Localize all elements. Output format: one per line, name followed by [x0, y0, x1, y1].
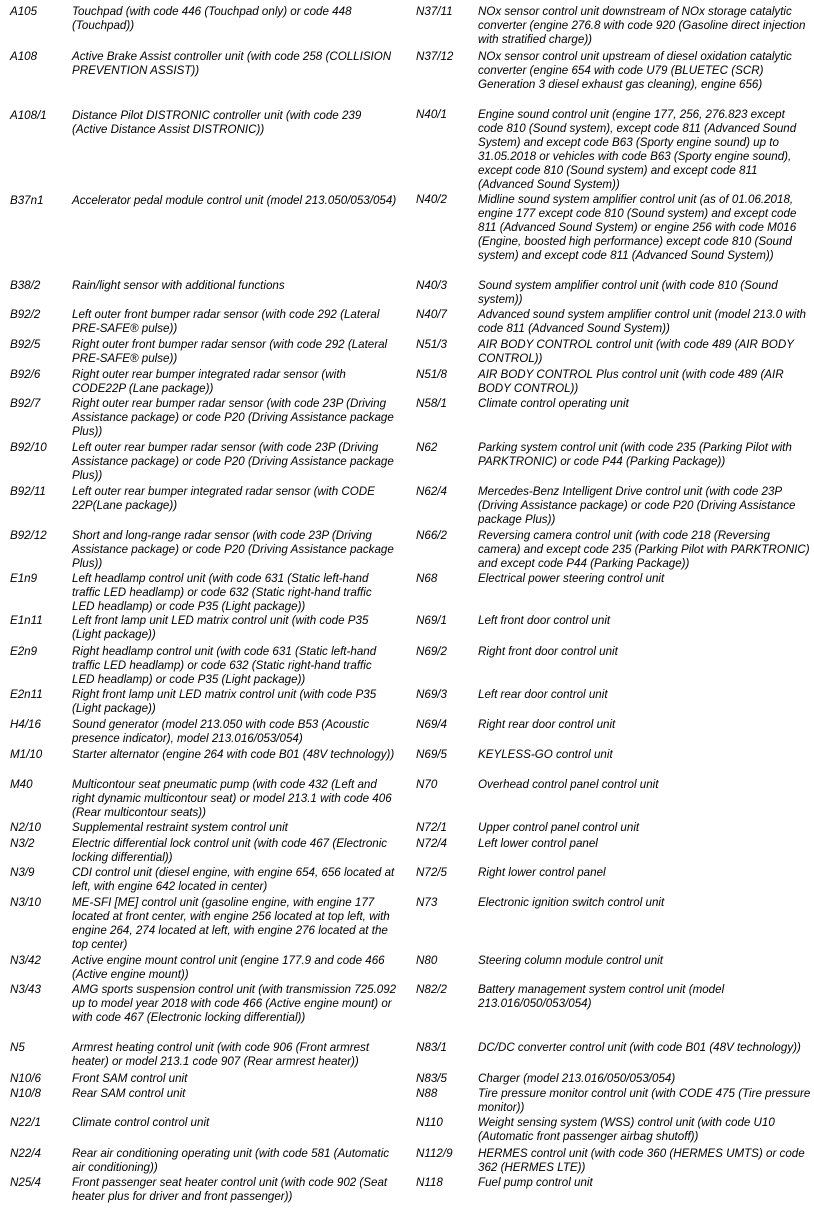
component-code: N37/11 — [416, 5, 453, 18]
component-code: N37/12 — [416, 50, 454, 63]
component-description: Rear air conditioning operating unit (with code 581 (Automatic air conditioning)) — [72, 1147, 390, 1174]
component-code: A108 — [10, 50, 38, 63]
component-code: N22/1 — [10, 1116, 41, 1129]
component-description: Tire pressure monitor control unit (with CODE 475 (Tire pressure monitor)) — [478, 1087, 811, 1114]
component-description: Left lower control panel — [478, 837, 598, 850]
component-description: Left headlamp control unit (with code 631 (Static left-hand traffic LED headlamp) or code 632 (Static right-hand traffic LED headlamp) or code P35 (Light package)) — [72, 572, 372, 613]
component-code: N62/4 — [416, 485, 447, 498]
component-description: Left outer rear bumper integrated radar sensor (with CODE 22P(Lane package)) — [72, 485, 375, 512]
component-description: Electric differential lock control unit (with code 467 (Electronic locking differential)) — [72, 837, 388, 864]
component-description: Front SAM control unit — [72, 1072, 188, 1085]
component-description: Active engine mount control unit (engine 177.9 and code 466 (Active engine mount)) — [72, 954, 385, 981]
component-code: N3/43 — [10, 983, 41, 996]
component-code: B92/5 — [10, 338, 41, 351]
component-code: N72/5 — [416, 866, 447, 879]
component-description: Active Brake Assist controller unit (with code 258 (COLLISION PREVENTION ASSIST)) — [72, 50, 392, 77]
component-description: Rain/light sensor with additional functions — [72, 279, 285, 292]
component-code: B92/6 — [10, 368, 41, 381]
component-code: N70 — [416, 778, 438, 791]
component-code: N69/1 — [416, 614, 447, 627]
component-code: N40/2 — [416, 193, 447, 206]
component-code: N40/1 — [416, 108, 447, 121]
component-description: AIR BODY CONTROL control unit (with code 489 (AIR BODY CONTROL)) — [478, 338, 794, 365]
component-code: A105 — [10, 5, 38, 18]
component-code: B92/2 — [10, 308, 41, 321]
component-description: NOx sensor control unit upstream of diesel oxidation catalytic converter (engine 654 with code U79 (BLUETEC (SCR) Generation 3 diesel exhaust gas cleaning), engine 656) — [478, 50, 792, 91]
component-description: Multicontour seat pneumatic pump (with code 432 (Left and right dynamic multicontour seat) or model 213.1 with code 406 (Rear multicontour seats)) — [72, 778, 392, 819]
component-description: Left front lamp unit LED matrix control unit (with code P35 (Light package)) — [72, 614, 369, 641]
component-description: Short and long-range radar sensor (with code 23P (Driving Assistance package) or code P20 (Driving Assistance package Plus)) — [72, 529, 394, 570]
component-code: N3/9 — [10, 866, 35, 879]
component-description: Distance Pilot DISTRONIC controller unit (with code 239 (Active Distance Assist DISTRONIC)) — [72, 109, 362, 136]
component-code: N110 — [416, 1116, 443, 1129]
component-description: HERMES control unit (with code 360 (HERMES UMTS) or code 362 (HERMES LTE)) — [478, 1147, 805, 1174]
component-description: Supplemental restraint system control unit — [72, 821, 288, 834]
component-description: AIR BODY CONTROL Plus control unit (with code 489 (AIR BODY CONTROL)) — [478, 368, 784, 395]
component-code: N22/4 — [10, 1147, 41, 1160]
component-description: Touchpad (with code 446 (Touchpad only) or code 448 (Touchpad)) — [72, 5, 352, 32]
component-code: N83/1 — [416, 1041, 447, 1054]
component-description: CDI control unit (diesel engine, with engine 654, 656 located at left, with engine 642 located in center) — [72, 866, 395, 893]
component-code: B38/2 — [10, 279, 41, 292]
component-description: Left outer front bumper radar sensor (with code 292 (Lateral PRE-SAFE® pulse)) — [72, 308, 380, 335]
component-description: Sound generator (model 213.050 with code B53 (Acoustic presence indicator), model 213.016/053/054) — [72, 718, 370, 745]
component-description: Right outer rear bumper radar sensor (with code 23P (Driving Assistance package) or code P20 (Driving Assistance package Plus)) — [72, 397, 394, 438]
component-description: NOx sensor control unit downstream of NOx storage catalytic converter (engine 276.8 with code 920 (Gasoline direct injection with stratified charge)) — [478, 5, 806, 46]
component-code: M1/10 — [10, 748, 43, 761]
component-code: N69/2 — [416, 645, 447, 658]
component-code: N2/10 — [10, 821, 41, 834]
component-description: AMG sports suspension control unit (with transmission 725.092 up to model year 2018 with code 466 (Active engine mount) or with code 467 (Electronic locking differential)) — [72, 983, 397, 1024]
component-description: Fuel pump control unit — [478, 1176, 593, 1189]
component-description: Advanced sound system amplifier control unit (model 213.0 with code 811 (Advanced Sound System)) — [478, 308, 807, 335]
component-description: Right rear door control unit — [478, 718, 616, 731]
component-description: Engine sound control unit (engine 177, 256, 276.823 except code 810 (Sound system), except code 811 (Advanced Sound System) and except code B63 (Sporty engine sound) up to 31.05.2018 or vehicles with code B63 (Sporty engine sound), except code 810 (Sound system) and except code 811 (Advanced Sound System)) — [478, 108, 797, 191]
component-description: Overhead control panel control unit — [478, 778, 659, 791]
component-description: Accelerator pedal module control unit (model 213.050/053/054) — [72, 194, 397, 207]
component-code: N58/1 — [416, 397, 447, 410]
component-code: B92/10 — [10, 441, 47, 454]
component-code: N82/2 — [416, 983, 447, 996]
component-description: Right front door control unit — [478, 645, 618, 658]
component-description: Sound system amplifier control unit (with code 810 (Sound system)) — [478, 279, 778, 306]
component-code: B92/11 — [10, 485, 46, 498]
component-code: N72/1 — [416, 821, 447, 834]
component-description: Rear SAM control unit — [72, 1087, 186, 1100]
component-code: N40/7 — [416, 308, 447, 321]
component-description: Mercedes-Benz Intelligent Drive control unit (with code 23P (Driving Assistance package) or code P20 (Driving Assistance package Plus)) — [478, 485, 796, 526]
component-description: Midline sound system amplifier control unit (as of 01.06.2018, engine 177 except code 810 (Sound system) and except code 811 (Advanced Sound System) or engine 256 with code M016 (Engine, boosted high performance) except code 810 (Sound system) and except code 811 (Advanced Sound System)) — [478, 193, 797, 262]
component-code: N25/4 — [10, 1176, 41, 1189]
component-description: Parking system control unit (with code 235 (Parking Pilot with PARKTRONIC) or code P44 (Parking Package)) — [478, 441, 792, 468]
component-code: H4/16 — [10, 718, 41, 731]
component-description: KEYLESS-GO control unit — [478, 748, 613, 761]
component-code: N10/8 — [10, 1087, 41, 1100]
component-description: Right headlamp control unit (with code 631 (Static left-hand traffic LED headlamp) or code 632 (Static right-hand traffic LED headlamp) or code P35 (Light package)) — [72, 645, 377, 686]
component-description: Climate control operating unit — [478, 397, 629, 410]
component-description: Battery management system control unit (model 213.016/050/053/054) — [478, 983, 725, 1010]
component-description: Upper control panel control unit — [478, 821, 640, 834]
component-description: Right outer rear bumper integrated radar sensor (with CODE22P (Lane package)) — [72, 368, 346, 395]
component-code: E2n9 — [10, 645, 38, 658]
component-description: Left rear door control unit — [478, 688, 608, 701]
component-code: N69/5 — [416, 748, 447, 761]
component-code: N3/42 — [10, 954, 41, 967]
component-code: M40 — [10, 778, 33, 791]
component-code: N62 — [416, 441, 438, 454]
component-code: B37n1 — [10, 194, 44, 207]
component-description: Steering column module control unit — [478, 954, 663, 967]
component-code: N69/3 — [416, 688, 447, 701]
component-code: N112/9 — [416, 1147, 453, 1160]
component-description: Right outer front bumper radar sensor (with code 292 (Lateral PRE-SAFE® pulse)) — [72, 338, 388, 365]
component-description: Right front lamp unit LED matrix control unit (with code P35 (Light package)) — [72, 688, 377, 715]
component-code: N51/8 — [416, 368, 447, 381]
component-code: N83/5 — [416, 1072, 447, 1085]
component-description: Electronic ignition switch control unit — [478, 896, 665, 909]
component-description: Left outer rear bumper radar sensor (with code 23P (Driving Assistance package) or code P20 (Driving Assistance package Plus)) — [72, 441, 394, 482]
component-code: B92/7 — [10, 397, 41, 410]
component-code: N51/3 — [416, 338, 447, 351]
component-code: A108/1 — [10, 109, 47, 122]
component-description: Weight sensing system (WSS) control unit (with code U10 (Automatic front passenger airbag shutoff)) — [478, 1116, 775, 1143]
component-description: Climate control control unit — [72, 1116, 210, 1129]
component-code: N5 — [10, 1041, 25, 1054]
component-description: DC/DC converter control unit (with code B01 (48V technology)) — [478, 1041, 801, 1054]
component-code: N68 — [416, 572, 438, 585]
component-code: N10/6 — [10, 1072, 41, 1085]
component-code: B92/12 — [10, 529, 47, 542]
component-description: Charger (model 213.016/050/053/054) — [478, 1072, 676, 1085]
component-description: Electrical power steering control unit — [478, 572, 665, 585]
component-description: Right lower control panel — [478, 866, 606, 879]
component-code: N118 — [416, 1176, 443, 1189]
component-code: E2n11 — [10, 688, 43, 701]
component-code: N40/3 — [416, 279, 447, 292]
component-code: N80 — [416, 954, 438, 967]
component-description: ME-SFI [ME] control unit (gasoline engine, with engine 177 located at front center, with engine 256 located at top left, with engine 264, 274 located at left, with engine 276 located at the top center) — [72, 896, 390, 951]
component-code: E1n9 — [10, 572, 38, 585]
component-description: Starter alternator (engine 264 with code B01 (48V technology)) — [72, 748, 395, 761]
component-code: N3/10 — [10, 896, 41, 909]
component-description: Armrest heating control unit (with code 906 (Front armrest heater) or model 213.1 code 907 (Rear armrest heater)) — [72, 1041, 370, 1068]
component-code: E1n11 — [10, 614, 43, 627]
component-code: N73 — [416, 896, 438, 909]
component-description: Left front door control unit — [478, 614, 611, 627]
component-description: Reversing camera control unit (with code 218 (Reversing camera) and except code 235 (Parking Pilot with PARKTRONIC) and except code P44 (Parking Package)) — [478, 529, 810, 570]
component-description: Front passenger seat heater control unit (with code 902 (Seat heater plus for driver and front passenger)) — [72, 1176, 388, 1203]
component-code: N66/2 — [416, 529, 447, 542]
component-code: N69/4 — [416, 718, 447, 731]
component-code: N72/4 — [416, 837, 447, 850]
component-code: N3/2 — [10, 837, 35, 850]
component-code: N88 — [416, 1087, 438, 1100]
